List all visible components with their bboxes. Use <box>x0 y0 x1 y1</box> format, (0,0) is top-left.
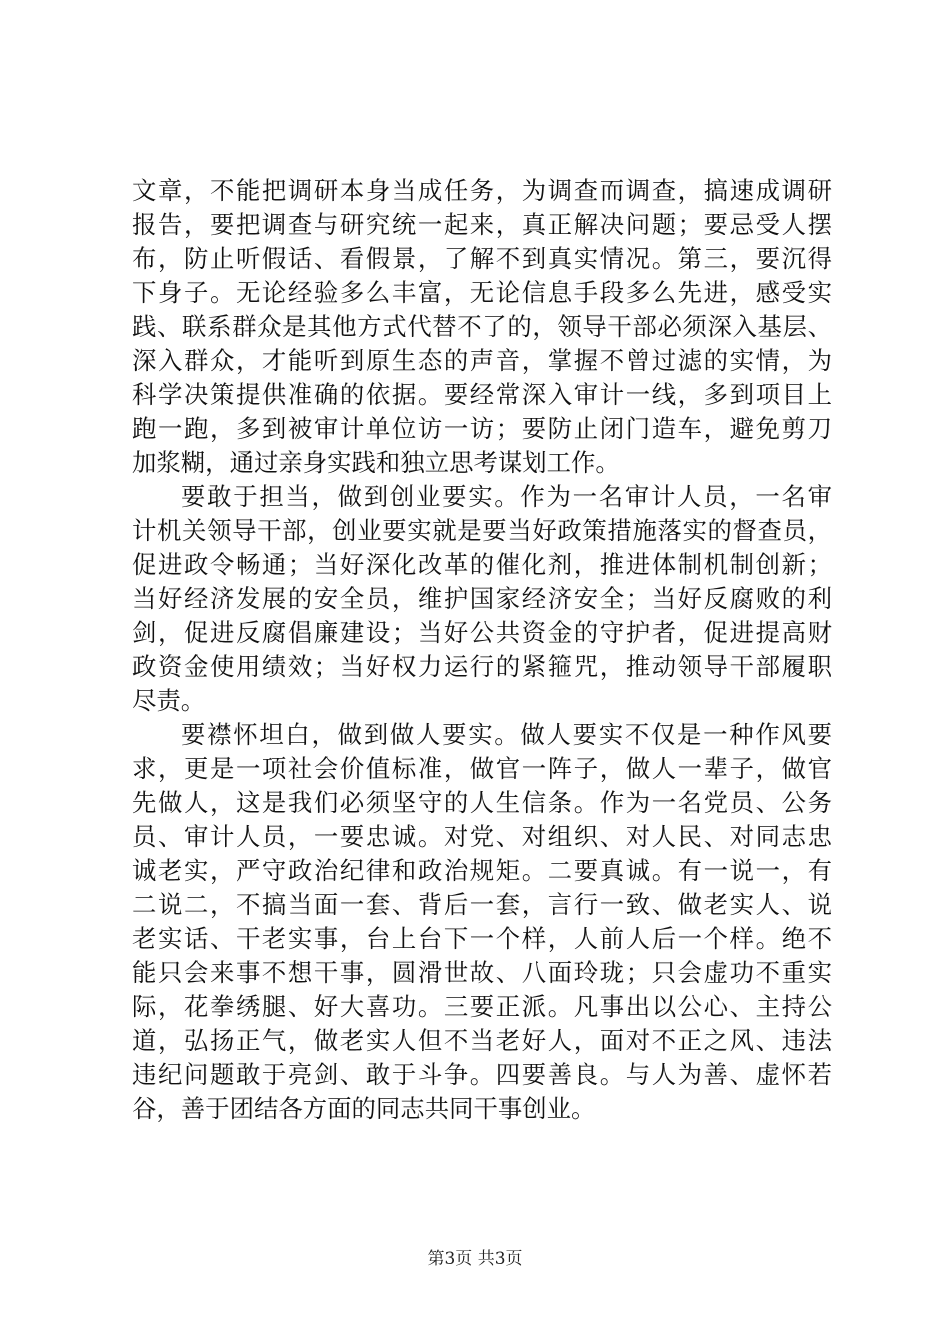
page-footer: 第3页 共3页 <box>427 1249 523 1269</box>
paragraph-1-line-9: 加浆糊，通过亲身实践和独立思考谋划工作。 <box>132 448 620 477</box>
paragraph-1-line-6: 深入群众，才能听到原生态的声音，掌握不曾过滤的实情，为 <box>132 346 832 375</box>
paragraph-3-line-6: 二说二，不搞当面一套、背后一套，言行一致、做老实人、说 <box>132 890 832 919</box>
paragraph-3-line-12: 谷，善于团结各方面的同志共同干事创业。 <box>132 1094 596 1123</box>
paragraph-1-line-5: 践、联系群众是其他方式代替不了的，领导干部必须深入基层、 <box>132 312 832 341</box>
paragraph-1-line-8: 跑一跑，多到被审计单位访一访；要防止闭门造车，避免剪刀 <box>132 414 832 443</box>
paragraph-3-line-9: 际，花拳绣腿、好大喜功。三要正派。凡事出以公心、主持公 <box>132 992 832 1021</box>
paragraph-3-line-11: 违纪问题敢于亮剑、敢于斗争。四要善良。与人为善、虚怀若 <box>132 1060 832 1089</box>
paragraph-3-line-1: 要襟怀坦白，做到做人要实。做人要实不仅是一种作风要 <box>181 720 832 749</box>
paragraph-3-line-3: 先做人，这是我们必须坚守的人生信条。作为一名党员、公务 <box>132 788 832 817</box>
paragraph-1-line-4: 下身子。无论经验多么丰富，无论信息手段多么先进，感受实 <box>132 278 832 307</box>
paragraph-3-line-7: 老实话、干老实事，台上台下一个样，人前人后一个样。绝不 <box>132 924 832 953</box>
paragraph-2-line-4: 当好经济发展的安全员，维护国家经济安全；当好反腐败的利 <box>132 584 832 613</box>
paragraph-2-line-3: 促进政令畅通；当好深化改革的催化剂，推进体制机制创新； <box>132 550 832 579</box>
paragraph-3-line-2: 求，更是一项社会价值标准，做官一阵子，做人一辈子，做官 <box>132 754 832 783</box>
paragraph-2-line-2: 计机关领导干部，创业要实就是要当好政策措施落实的督查员， <box>132 516 832 545</box>
paragraph-3-line-10: 道，弘扬正气，做老实人但不当老好人，面对不正之风、违法 <box>132 1026 832 1055</box>
paragraph-2-line-5: 剑，促进反腐倡廉建设；当好公共资金的守护者，促进提高财 <box>132 618 832 647</box>
paragraph-2-line-6: 政资金使用绩效；当好权力运行的紧箍咒，推动领导干部履职 <box>132 652 832 681</box>
paragraph-2-line-7: 尽责。 <box>132 686 206 715</box>
paragraph-1-line-2: 报告，要把调查与研究统一起来，真正解决问题；要忌受人摆 <box>132 210 832 239</box>
paragraph-1-line-3: 布，防止听假话、看假景，了解不到真实情况。第三，要沉得 <box>132 244 832 273</box>
paragraph-3-line-4: 员、审计人员，一要忠诚。对党、对组织、对人民、对同志忠 <box>132 822 832 851</box>
paragraph-1-line-7: 科学决策提供准确的依据。要经常深入审计一线，多到项目上 <box>132 380 832 409</box>
paragraph-3-line-5: 诚老实，严守政治纪律和政治规矩。二要真诚。有一说一，有 <box>132 856 832 885</box>
paragraph-2-line-1: 要敢于担当，做到创业要实。作为一名审计人员，一名审 <box>181 482 832 511</box>
paragraph-1-line-1: 文章，不能把调研本身当成任务，为调查而调查，搞速成调研 <box>132 176 832 205</box>
paragraph-3-line-8: 能只会来事不想干事，圆滑世故、八面玲珑；只会虚功不重实 <box>132 958 832 987</box>
